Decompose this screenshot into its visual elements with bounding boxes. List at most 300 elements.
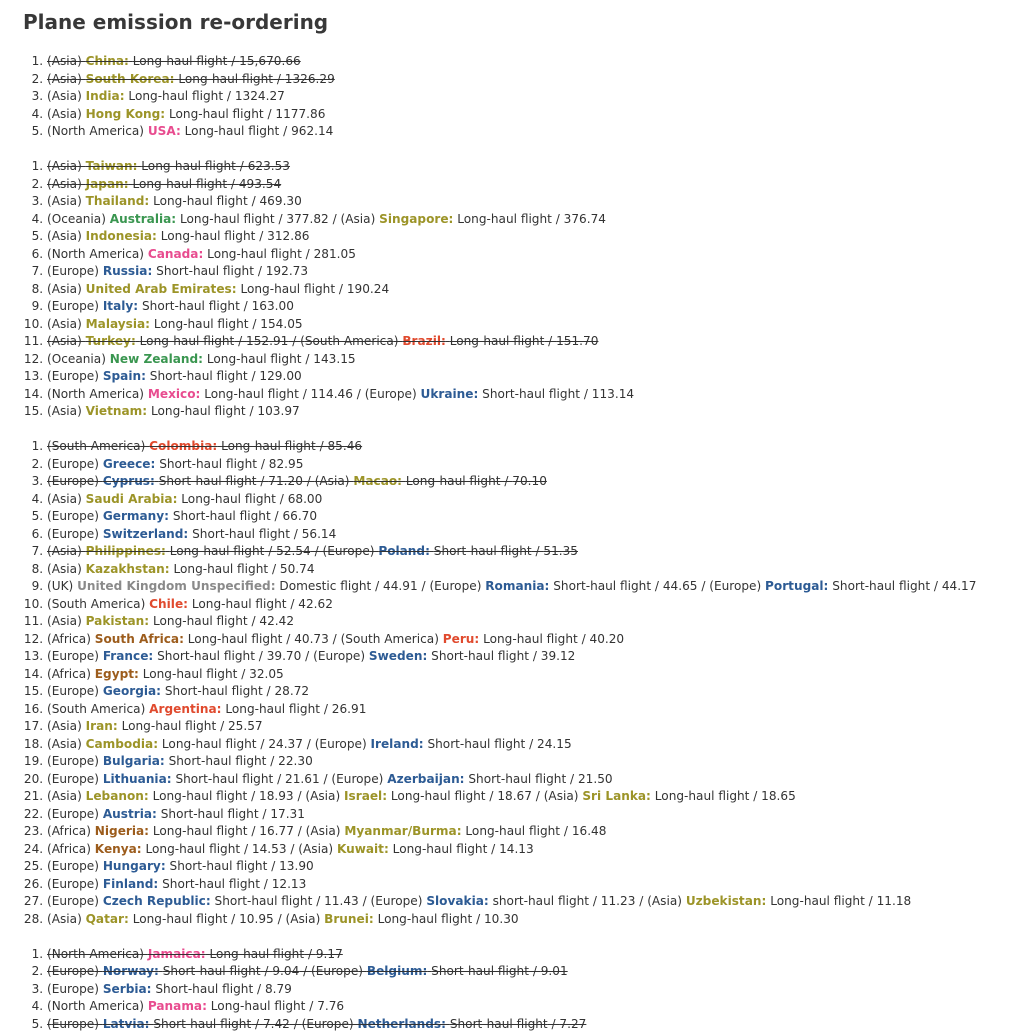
flight-type: Short-haul flight	[192, 527, 290, 541]
flight-type: Long-haul flight	[128, 89, 223, 103]
emission-value: 1177.86	[275, 107, 325, 121]
region-label: North America	[52, 247, 140, 261]
list-item: 7. (Asia) Philippines: Long-haul flight / 52.54 / (Europe) Poland: Short-haul flight / 51.35	[47, 543, 1019, 561]
emission-value: 192.73	[266, 264, 308, 278]
country-name: Germany:	[103, 509, 169, 523]
flight-type: Short-haul flight	[434, 544, 532, 558]
flight-type: Long-haul flight	[169, 107, 264, 121]
emission-value: 376.74	[564, 212, 606, 226]
emission-value: 281.05	[314, 247, 356, 261]
country-name: Colombia:	[149, 439, 217, 453]
region-label: Europe	[52, 299, 95, 313]
region-label: Asia	[52, 159, 77, 173]
emission-value: 52.54	[276, 544, 311, 558]
region-label: South America	[52, 597, 141, 611]
flight-type: Long-haul flight	[153, 824, 248, 838]
country-name: Singapore:	[379, 212, 453, 226]
flight-type: Short-haul flight	[832, 579, 930, 593]
emission-value: 10.95	[239, 912, 274, 926]
country-name: Ireland:	[371, 737, 424, 751]
country-name: Turkey:	[86, 334, 136, 348]
list-item: 19. (Europe) Bulgaria: Short-haul flight / 22.30	[47, 753, 1019, 771]
flight-type: Short-haul flight	[468, 772, 566, 786]
list-item: 15. (Europe) Georgia: Short-haul flight / 28.72	[47, 683, 1019, 701]
country-name: Indonesia:	[86, 229, 157, 243]
region-label: Europe	[52, 754, 95, 768]
emission-value: 17.31	[270, 807, 305, 821]
country-name: Macao:	[353, 474, 402, 488]
region-label: Africa	[52, 824, 87, 838]
emission-value: 71.20	[268, 474, 303, 488]
region-label: Asia	[52, 789, 77, 803]
emission-value: 143.15	[313, 352, 355, 366]
flight-type: Long-haul flight	[161, 229, 256, 243]
emission-value: 11.43	[324, 894, 359, 908]
emission-value: 12.13	[272, 877, 307, 891]
emission-value: 44.65	[663, 579, 698, 593]
emission-list-group	[23, 438, 1019, 928]
region-label: North America	[52, 124, 140, 138]
region-label: Asia	[310, 824, 335, 838]
country-name: Thailand:	[86, 194, 150, 208]
list-item: 3. (Asia) Thailand: Long-haul flight / 469.30	[47, 193, 1019, 211]
region-label: Europe	[318, 649, 361, 663]
list-item: 12. (Oceania) New Zealand: Long-haul flight / 143.15	[47, 351, 1019, 369]
region-label: Africa	[52, 632, 87, 646]
emission-value: 21.61	[285, 772, 320, 786]
list-item: 10. (South America) Chile: Long-haul flight / 42.62	[47, 596, 1019, 614]
emission-value: 39.70	[267, 649, 302, 663]
country-name: Myanmar/Burma:	[344, 824, 461, 838]
country-name: Jamaica:	[148, 947, 206, 961]
flight-type: Long-haul flight	[209, 947, 304, 961]
country-name: Israel:	[344, 789, 387, 803]
region-label: Asia	[319, 474, 344, 488]
country-name: Finland:	[103, 877, 158, 891]
list-item: 1. (Asia) Taiwan: Long-haul flight / 623.53	[47, 158, 1019, 176]
flight-type: Short-haul flight	[155, 982, 253, 996]
emission-value: 129.00	[259, 369, 301, 383]
country-name: Chile:	[149, 597, 188, 611]
list-item: 2. (Asia) Japan: Long-haul flight / 493.54	[47, 176, 1019, 194]
region-label: Asia	[52, 614, 77, 628]
flight-type: Long-haul flight	[146, 842, 241, 856]
flight-type: Long-haul flight	[204, 387, 299, 401]
region-label: South America	[345, 632, 434, 646]
emission-value: 18.65	[761, 789, 796, 803]
flight-type: Short-haul flight	[482, 387, 580, 401]
region-label: Asia	[52, 229, 77, 243]
flight-type: Long-haul flight	[221, 439, 316, 453]
emission-value: 26.91	[332, 702, 367, 716]
flight-type: Long-haul flight	[133, 912, 228, 926]
flight-type: Short-haul flight	[215, 894, 313, 908]
country-name: Iran:	[86, 719, 118, 733]
emission-value: 24.15	[537, 737, 572, 751]
region-label: Asia	[52, 72, 77, 86]
emission-value: 11.18	[877, 894, 912, 908]
region-label: Europe	[336, 772, 379, 786]
region-label: Asia	[52, 177, 77, 191]
flight-type: Long-haul flight	[132, 177, 227, 191]
list-item: 1. (Asia) China: Long-haul flight / 15,670.66	[47, 53, 1019, 71]
country-name: India:	[86, 89, 125, 103]
list-item: 4. (North America) Panama: Long-haul flight / 7.76	[47, 998, 1019, 1016]
list-item: 4. (Asia) Saudi Arabia: Long-haul flight / 68.00	[47, 491, 1019, 509]
list-item: 13. (Europe) Spain: Short-haul flight / 129.00	[47, 368, 1019, 386]
region-label: South America	[305, 334, 394, 348]
region-label: Europe	[327, 544, 370, 558]
country-name: Cyprus:	[103, 474, 155, 488]
flight-type: Short-haul flight	[165, 684, 263, 698]
country-name: Uzbekistan:	[686, 894, 767, 908]
list-item: 11. (Asia) Pakistan: Long-haul flight / 42.42	[47, 613, 1019, 631]
emission-list-group	[23, 53, 1019, 141]
emission-value: 44.17	[942, 579, 977, 593]
flight-type: Short-haul flight	[173, 509, 271, 523]
emission-value: 16.77	[259, 824, 294, 838]
flight-type: Long-haul flight	[465, 824, 560, 838]
region-label: Asia	[52, 317, 77, 331]
region-label: Europe	[52, 1017, 95, 1031]
flight-type: Long-haul flight	[188, 632, 283, 646]
flight-type: Long-haul flight	[406, 474, 501, 488]
region-label: Asia	[52, 334, 77, 348]
flight-type: Long-haul flight	[143, 667, 238, 681]
country-name: Sri Lanka:	[582, 789, 651, 803]
flight-type: Short-haul flight	[157, 649, 255, 663]
region-label: Europe	[52, 509, 95, 523]
list-item: 13. (Europe) France: Short-haul flight / 39.70 / (Europe) Sweden: Short-haul flight / 39.12	[47, 648, 1019, 666]
emission-value: 9.17	[316, 947, 343, 961]
emission-value: 40.73	[294, 632, 329, 646]
region-label: Europe	[52, 964, 95, 978]
emission-value: 56.14	[302, 527, 337, 541]
emission-value: 7.76	[317, 999, 344, 1013]
emission-value: 151.70	[556, 334, 598, 348]
country-name: United Arab Emirates:	[86, 282, 237, 296]
country-name: Mexico:	[148, 387, 201, 401]
emission-value: 22.30	[278, 754, 313, 768]
country-name: Sweden:	[369, 649, 427, 663]
emission-value: 32.05	[249, 667, 284, 681]
country-name: Pakistan:	[86, 614, 149, 628]
country-name: Kazakhstan:	[86, 562, 170, 576]
list-item: 9. (UK) United Kingdom Unspecified: Domestic flight / 44.91 / (Europe) Romania: Short-haul flight / 44.65 / (Europe) Portugal: Short-haul flight / 44.17	[47, 578, 1019, 596]
country-name: Belgium:	[367, 964, 427, 978]
flight-type: short-haul flight	[493, 894, 589, 908]
list-item: 25. (Europe) Hungary: Short-haul flight / 13.90	[47, 858, 1019, 876]
emission-value: 377.82	[286, 212, 328, 226]
country-name: USA:	[148, 124, 181, 138]
region-label: Asia	[52, 912, 77, 926]
flight-type: Long-haul flight	[173, 562, 268, 576]
country-name: United Kingdom Unspecified:	[77, 579, 275, 593]
emission-lists	[23, 53, 1019, 1033]
list-item: 1. (North America) Jamaica: Long-haul flight / 9.17	[47, 946, 1019, 964]
emission-value: 163.00	[252, 299, 294, 313]
region-label: Asia	[52, 404, 77, 418]
list-item: 6. (Europe) Switzerland: Short-haul flight / 56.14	[47, 526, 1019, 544]
emission-value: 11.23	[601, 894, 636, 908]
flight-type: Short-haul flight	[450, 1017, 548, 1031]
emission-value: 15,670.66	[239, 54, 301, 68]
emission-value: 469.30	[259, 194, 301, 208]
flight-type: Long-haul flight	[153, 614, 248, 628]
country-name: Peru:	[443, 632, 479, 646]
emission-value: 68.00	[288, 492, 323, 506]
flight-type: Long-haul flight	[770, 894, 865, 908]
emission-list-group	[23, 946, 1019, 1033]
emission-value: 14.13	[499, 842, 534, 856]
list-item: 5. (North America) USA: Long-haul flight / 962.14	[47, 123, 1019, 141]
flight-type: Long-haul flight	[457, 212, 552, 226]
list-item: 11. (Asia) Turkey: Long-haul flight / 152.91 / (South America) Brazil: Long-haul flight / 151.70	[47, 333, 1019, 351]
list-item: 18. (Asia) Cambodia: Long-haul flight / 24.37 / (Europe) Ireland: Short-haul flight / 24.15	[47, 736, 1019, 754]
list-item: 6. (North America) Canada: Long-haul flight / 281.05	[47, 246, 1019, 264]
emission-value: 28.72	[274, 684, 309, 698]
country-name: Spain:	[103, 369, 146, 383]
country-name: Ukraine:	[421, 387, 479, 401]
list-item: 21. (Asia) Lebanon: Long-haul flight / 18.93 / (Asia) Israel: Long-haul flight / 18.67 / (Asia) Sri Lanka: Long-haul flight / 18.65	[47, 788, 1019, 806]
flight-type: Short-haul flight	[162, 877, 260, 891]
list-item: 17. (Asia) Iran: Long-haul flight / 25.57	[47, 718, 1019, 736]
flight-type: Long-haul flight	[211, 999, 306, 1013]
flight-type: Short-haul flight	[159, 474, 257, 488]
country-name: Czech Republic:	[103, 894, 211, 908]
region-label: Asia	[310, 789, 335, 803]
emission-value: 152.91	[246, 334, 288, 348]
list-item: 3. (Asia) India: Long-haul flight / 1324.27	[47, 88, 1019, 106]
region-label: Oceania	[52, 212, 101, 226]
emission-value: 51.35	[543, 544, 578, 558]
flight-type: Long-haul flight	[378, 912, 473, 926]
flight-type: Long-haul flight	[162, 737, 257, 751]
region-label: Africa	[52, 667, 87, 681]
region-label: Africa	[52, 842, 87, 856]
list-item: 2. (Europe) Greece: Short-haul flight / 82.95	[47, 456, 1019, 474]
emission-value: 40.20	[590, 632, 625, 646]
country-name: Vietnam:	[86, 404, 147, 418]
region-label: Asia	[52, 544, 77, 558]
country-name: Bulgaria:	[103, 754, 165, 768]
region-label: Asia	[345, 212, 370, 226]
list-item: 2. (Europe) Norway: Short-haul flight / 9.04 / (Europe) Belgium: Short-haul flight / 9.01	[47, 963, 1019, 981]
emission-value: 21.50	[578, 772, 613, 786]
list-item: 20. (Europe) Lithuania: Short-haul flight / 21.61 / (Europe) Azerbaijan: Short-haul flight / 21.50	[47, 771, 1019, 789]
emission-value: 8.79	[265, 982, 292, 996]
list-item: 27. (Europe) Czech Republic: Short-haul flight / 11.43 / (Europe) Slovakia: short-haul flight / 11.23 / (Asia) Uzbekistan: Long-haul flight / 11.18	[47, 893, 1019, 911]
flight-type: Long-haul flight	[225, 702, 320, 716]
region-label: Europe	[375, 894, 418, 908]
list-item: 3. (Europe) Serbia: Short-haul flight / 8.79	[47, 981, 1019, 999]
flight-type: Long-haul flight	[178, 72, 273, 86]
list-item: 22. (Europe) Austria: Short-haul flight / 17.31	[47, 806, 1019, 824]
country-name: Taiwan:	[86, 159, 138, 173]
emission-list-group	[23, 158, 1019, 421]
region-label: Europe	[52, 894, 95, 908]
country-name: South Africa:	[95, 632, 184, 646]
country-name: Poland:	[378, 544, 430, 558]
country-name: Lithuania:	[103, 772, 172, 786]
list-item: 12. (Africa) South Africa: Long-haul flight / 40.73 / (South America) Peru: Long-haul flight / 40.20	[47, 631, 1019, 649]
emission-value: 312.86	[267, 229, 309, 243]
country-name: Hong Kong:	[86, 107, 165, 121]
flight-type: Long-haul flight	[133, 54, 228, 68]
country-name: Brazil:	[402, 334, 446, 348]
region-label: Europe	[52, 649, 95, 663]
region-label: Asia	[52, 719, 77, 733]
emission-value: 42.42	[259, 614, 294, 628]
list-item: 3. (Europe) Cyprus: Short-haul flight / 71.20 / (Asia) Macao: Long-haul flight / 70.10	[47, 473, 1019, 491]
emission-value: 18.67	[497, 789, 532, 803]
country-name: Azerbaijan:	[387, 772, 464, 786]
region-label: Asia	[52, 492, 77, 506]
flight-type: Long-haul flight	[207, 352, 302, 366]
emission-value: 16.48	[572, 824, 607, 838]
country-name: New Zealand:	[110, 352, 203, 366]
emission-value: 50.74	[280, 562, 315, 576]
region-label: North America	[52, 947, 140, 961]
list-item: 23. (Africa) Nigeria: Long-haul flight / 16.77 / (Asia) Myanmar/Burma: Long-haul flight / 16.48	[47, 823, 1019, 841]
list-item: 8. (Asia) Kazakhstan: Long-haul flight / 50.74	[47, 561, 1019, 579]
country-name: Saudi Arabia:	[86, 492, 178, 506]
emission-value: 24.37	[268, 737, 303, 751]
country-name: Kuwait:	[337, 842, 389, 856]
country-name: Greece:	[103, 457, 156, 471]
emission-value: 1326.29	[285, 72, 335, 86]
flight-type: Long-haul flight	[483, 632, 578, 646]
flight-type: Long-haul flight	[181, 492, 276, 506]
emission-value: 154.05	[260, 317, 302, 331]
region-label: Europe	[52, 772, 95, 786]
region-label: North America	[52, 387, 140, 401]
region-label: Europe	[52, 684, 95, 698]
flight-type: Long-haul flight	[170, 544, 265, 558]
emission-value: 18.93	[259, 789, 294, 803]
flight-type: Long-haul flight	[140, 334, 235, 348]
list-item: 9. (Europe) Italy: Short-haul flight / 163.00	[47, 298, 1019, 316]
country-name: Portugal:	[765, 579, 828, 593]
flight-type: Long-haul flight	[207, 247, 302, 261]
emission-value: 13.90	[279, 859, 314, 873]
country-name: Austria:	[103, 807, 157, 821]
country-name: Kenya:	[95, 842, 142, 856]
region-label: Europe	[316, 964, 359, 978]
country-name: Egypt:	[95, 667, 139, 681]
region-label: Europe	[52, 982, 95, 996]
list-item: 28. (Asia) Qatar: Long-haul flight / 10.95 / (Asia) Brunei: Long-haul flight / 10.30	[47, 911, 1019, 929]
region-label: Europe	[52, 457, 95, 471]
flight-type: Long-haul flight	[122, 719, 217, 733]
flight-type: Short-haul flight	[431, 964, 529, 978]
country-name: Italy:	[103, 299, 138, 313]
emission-value: 42.62	[298, 597, 333, 611]
region-label: Europe	[434, 579, 477, 593]
flight-type: Short-haul flight	[169, 754, 267, 768]
list-item: 14. (Africa) Egypt: Long-haul flight / 32.05	[47, 666, 1019, 684]
flight-type: Long-haul flight	[185, 124, 280, 138]
list-item: 2. (Asia) South Korea: Long-haul flight / 1326.29	[47, 71, 1019, 89]
region-label: South America	[52, 439, 141, 453]
region-label: Asia	[52, 89, 77, 103]
country-name: Nigeria:	[95, 824, 149, 838]
emission-value: 82.95	[269, 457, 304, 471]
flight-type: Long-haul flight	[391, 789, 486, 803]
region-label: Asia	[548, 789, 573, 803]
country-name: Canada:	[148, 247, 203, 261]
region-label: Asia	[52, 54, 77, 68]
list-item: 24. (Africa) Kenya: Long-haul flight / 14.53 / (Asia) Kuwait: Long-haul flight / 14.13	[47, 841, 1019, 859]
region-label: Europe	[714, 579, 757, 593]
list-item: 7. (Europe) Russia: Short-haul flight / 192.73	[47, 263, 1019, 281]
region-label: Asia	[652, 894, 677, 908]
emission-value: 493.54	[239, 177, 281, 191]
flight-type: Long-haul flight	[151, 404, 246, 418]
region-label: Asia	[52, 282, 77, 296]
emission-value: 103.97	[257, 404, 299, 418]
region-label: Asia	[52, 107, 77, 121]
region-label: Oceania	[52, 352, 101, 366]
country-name: China:	[86, 54, 129, 68]
flight-type: Short-haul flight	[175, 772, 273, 786]
list-item: 16. (South America) Argentina: Long-haul flight / 26.91	[47, 701, 1019, 719]
flight-type: Short-haul flight	[159, 457, 257, 471]
flight-type: Long-haul flight	[655, 789, 750, 803]
country-name: South Korea:	[86, 72, 175, 86]
country-name: Serbia:	[103, 982, 152, 996]
country-name: Qatar:	[86, 912, 129, 926]
flight-type: Long-haul flight	[180, 212, 275, 226]
region-label: Asia	[303, 842, 328, 856]
region-label: Europe	[52, 807, 95, 821]
country-name: Netherlands:	[357, 1017, 446, 1031]
flight-type: Long-haul flight	[450, 334, 545, 348]
region-label: Europe	[52, 264, 95, 278]
list-item: 26. (Europe) Finland: Short-haul flight / 12.13	[47, 876, 1019, 894]
emission-value: 1324.27	[235, 89, 285, 103]
flight-type: Short-haul flight	[150, 369, 248, 383]
region-label: Europe	[306, 1017, 349, 1031]
region-label: Europe	[369, 387, 412, 401]
flight-type: Long-haul flight	[393, 842, 488, 856]
list-item: 8. (Asia) United Arab Emirates: Long-haul flight / 190.24	[47, 281, 1019, 299]
page-title: Plane emission re-ordering	[23, 10, 1019, 34]
flight-type: Long-haul flight	[153, 789, 248, 803]
flight-type: Short-haul flight	[153, 1017, 251, 1031]
country-name: Japan:	[86, 177, 129, 191]
region-label: South America	[52, 702, 141, 716]
emission-value: 623.53	[248, 159, 290, 173]
list-item: 5. (Europe) Germany: Short-haul flight / 66.70	[47, 508, 1019, 526]
emission-value: 14.53	[252, 842, 287, 856]
country-name: France:	[103, 649, 153, 663]
emission-value: 7.42	[263, 1017, 290, 1031]
flight-type: Long-haul flight	[240, 282, 335, 296]
country-name: Philippines:	[86, 544, 166, 558]
region-label: Europe	[52, 474, 95, 488]
emission-value: 113.14	[592, 387, 634, 401]
emission-value: 114.46	[311, 387, 353, 401]
flight-type: Short-haul flight	[553, 579, 651, 593]
list-item: 15. (Asia) Vietnam: Long-haul flight / 103.97	[47, 403, 1019, 421]
region-label: Asia	[52, 194, 77, 208]
flight-type: Long-haul flight	[154, 317, 249, 331]
flight-type: Short-haul flight	[170, 859, 268, 873]
emission-value: 25.57	[228, 719, 263, 733]
flight-type: Short-haul flight	[161, 807, 259, 821]
list-item: 5. (Asia) Indonesia: Long-haul flight / 312.86	[47, 228, 1019, 246]
